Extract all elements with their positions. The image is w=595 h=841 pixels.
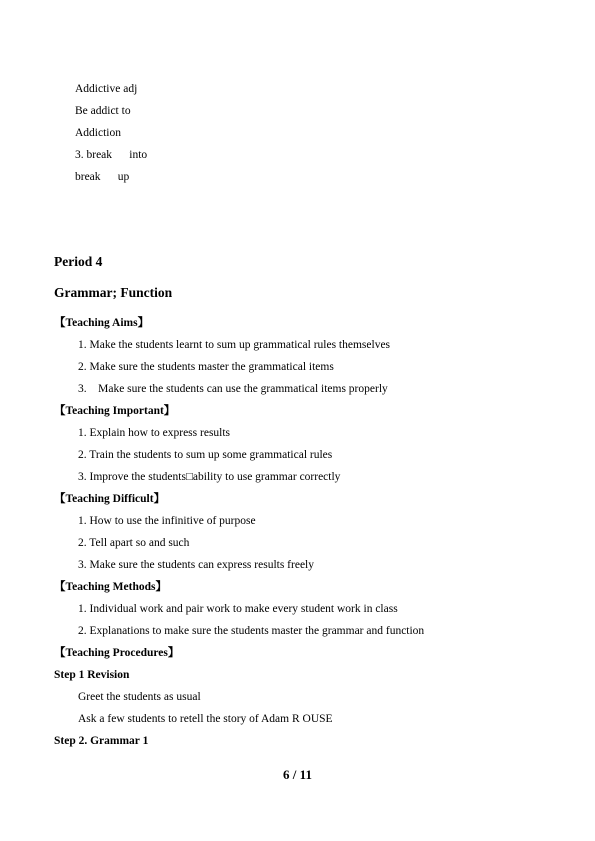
vocab-line: break up xyxy=(75,171,130,183)
list-item: 3. Make sure the students can express results freely xyxy=(78,559,314,571)
vocab-line: Addiction xyxy=(75,127,121,139)
page-number: 6 / 11 xyxy=(283,767,312,782)
step-title: Step 2. Grammar 1 xyxy=(54,735,149,747)
period-title: Period 4 xyxy=(54,254,103,269)
list-item: 2. Tell apart so and such xyxy=(78,537,190,549)
list-item: 1. How to use the infinitive of purpose xyxy=(78,515,256,527)
list-item: Greet the students as usual xyxy=(78,691,201,703)
section-heading-methods: 【Teaching Methods】 xyxy=(54,581,167,593)
list-item: 2. Explanations to make sure the students master the grammar and function xyxy=(78,625,425,637)
list-item: 2. Train the students to sum up some grammatical rules xyxy=(78,449,333,461)
vocab-line: 3. break into xyxy=(75,149,148,161)
step-title: Step 1 Revision xyxy=(54,669,130,681)
section-heading-procedures: 【Teaching Procedures】 xyxy=(54,647,180,659)
section-heading-difficult: 【Teaching Difficult】 xyxy=(54,493,166,505)
vocab-line: Addictive adj xyxy=(75,83,138,95)
list-item: 3. Improve the students□ability to use grammar correctly xyxy=(78,471,341,483)
list-item: 1. Make the students learnt to sum up grammatical rules themselves xyxy=(78,339,391,351)
subtitle: Grammar; Function xyxy=(54,285,173,300)
list-item: 1. Explain how to express results xyxy=(78,427,231,439)
section-heading-important: 【Teaching Important】 xyxy=(54,405,176,417)
list-item: Ask a few students to retell the story of Adam R OUSE xyxy=(78,713,333,725)
vocab-line: Be addict to xyxy=(75,105,131,117)
section-heading-aims: 【Teaching Aims】 xyxy=(54,317,150,329)
list-item: 1. Individual work and pair work to make every student work in class xyxy=(78,603,398,615)
list-item: 3. Make sure the students can use the grammatical items properly xyxy=(78,383,388,395)
list-item: 2. Make sure the students master the grammatical items xyxy=(78,361,334,373)
